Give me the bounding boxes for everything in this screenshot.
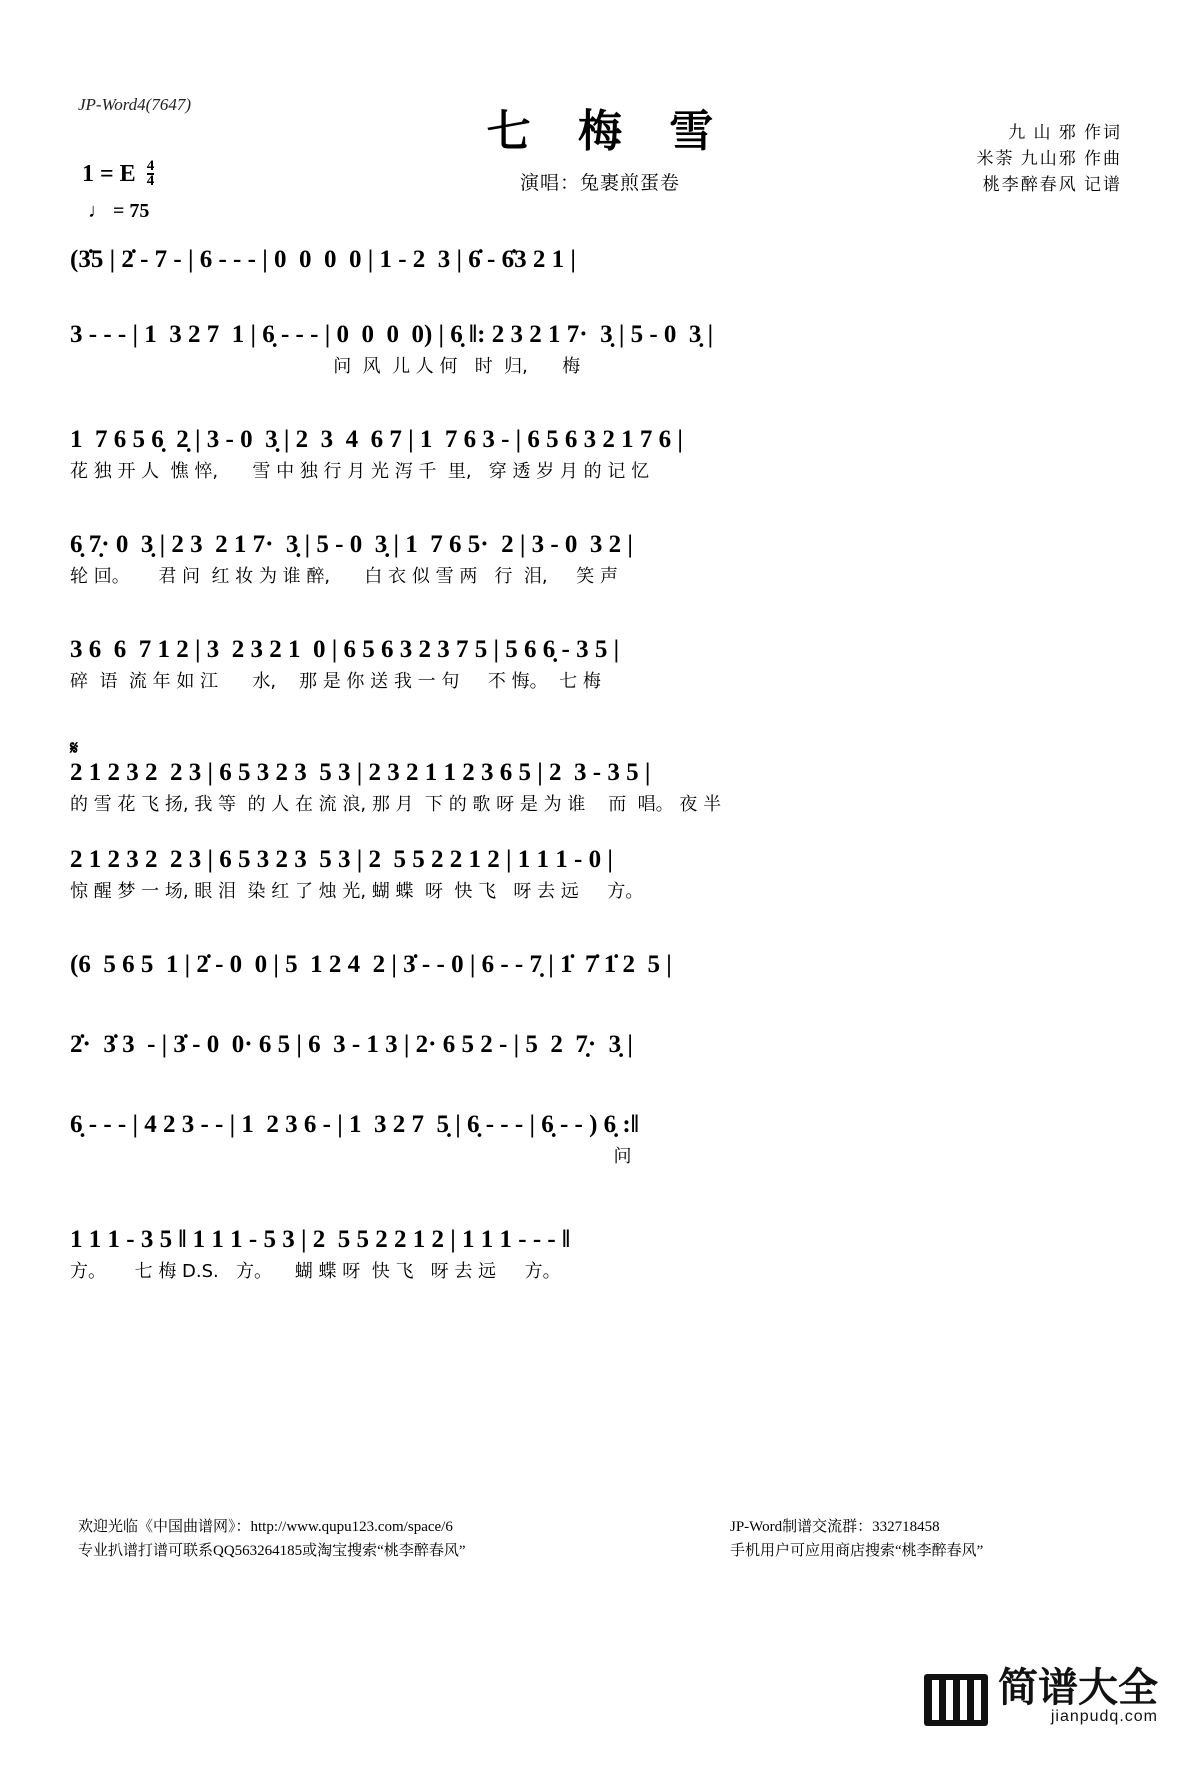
brand-logo (924, 1665, 1158, 1726)
credit-composer: 米荼 九山邪 作曲 (976, 149, 1122, 168)
lyric-line: 花 独 开 人 憔 悴, 雪 中 独 行 月 光 泻 千 里, 穿 透 岁 月 的 记 忆 (70, 461, 650, 482)
notation-line: (6 5 6 5 1 | 2̇ - 0 0 | 5 1 2 4 2 | 3̇ - - 0 | 6 - - 7̣ | 1̇ 7̇ 1̇ 2 5 | (70, 951, 672, 978)
music-system (70, 740, 1130, 818)
footer-right (730, 1515, 983, 1563)
time-signature-denominator: 4 (146, 173, 155, 189)
notation-line: 1 7 6 5 6̣ 2̣ | 3 - 0 3̣ | 2 3 4 6 7 | 1 7 6 3 - | 6 5 6 3 2 1 7 6 | (70, 426, 683, 453)
tempo-marking (88, 200, 149, 223)
notation-line: 1 1 1 - 3 5 ‖ 1 1 1 - 5 3 | 2 5 5 2 2 1 2 | 1 1 1 - - - ‖ (70, 1226, 571, 1253)
time-signature (147, 160, 155, 188)
brand-url: jianpudq.com (1050, 1708, 1158, 1725)
notation-line: 2 1 2 3 2 2 3 | 6 5 3 2 3 5 3 | 2 3 2 1 1 2 3 6 5 | 2 3 - 3 5 | (70, 759, 651, 786)
music-system (70, 845, 1130, 905)
credit-lyricist: 九 山 邪 作词 (1008, 123, 1122, 142)
notation-line: 3 6 6 7 1 2 | 3 2 3 2 1 0 | 6 5 6 3 2 3 7 5 | 5 6 6̣ - 3 5 | (70, 636, 620, 663)
page-title: 七 梅 雪 (486, 106, 730, 157)
footer-contact-line: 专业扒谱打谱可联系QQ563264185或淘宝搜索“桃李醉春风” (78, 1543, 466, 1559)
music-system (70, 635, 1130, 695)
credit-transcriber: 桃李醉春风 记谱 (982, 175, 1122, 194)
document-code: JP-Word4(7647) (78, 95, 191, 114)
music-system (70, 950, 1130, 980)
lyric-line: 惊 醒 梦 一 场, 眼 泪 染 红 了 烛 光, 蝴 蝶 呀 快 飞 呀 去 远 方。 (70, 881, 644, 902)
segno-sign: 𝄋 (70, 738, 79, 759)
credits-block (977, 120, 1123, 198)
notation-line: (3̇5 | 2̇ - 7 - | 6 - - - | 0 0 0 0 | 1 - 2 3 | 6̇ - 6̇3 2 1 | (70, 246, 576, 273)
music-system (70, 320, 1130, 380)
lyric-line: 轮 回。 君 问 红 妆 为 谁 醉, 白 衣 似 雪 两 行 泪, 笑 声 (70, 566, 618, 587)
music-system (70, 1110, 1130, 1170)
notation-line: 3 - - - | 1 3 2 7 1 | 6̣ - - - | 0 0 0 0) | 6̣ ‖: 2 3 2 1 7· 3̣ | 5 - 0 3̣ | (70, 321, 714, 348)
lyric-line: 的 雪 花 飞 扬, 我 等 的 人 在 流 浪, 那 月 下 的 歌 呀 是 为 谁 而 唱。 夜 半 (70, 794, 722, 815)
music-system (70, 1030, 1130, 1060)
time-signature-numerator: 4 (146, 158, 155, 174)
piano-keys-icon (924, 1674, 988, 1726)
key-label: 1 = E (82, 161, 136, 187)
footer-left (78, 1515, 465, 1563)
notation-line: 6̣ 7̣· 0 3̣ | 2 3 2 1 7· 3̣ | 5 - 0 3̣ | 1 7 6 5· 2 | 3 - 0 3 2 | (70, 531, 633, 558)
music-system (70, 245, 1130, 275)
tempo-value: = 75 (113, 200, 150, 222)
footer-site-line[interactable]: 欢迎光临《中国曲谱网》：http://www.qupu123.com/space/6 (78, 1519, 453, 1535)
notation-line: 2̇· 3̇ 3 - | 3̇ - 0 0· 6 5 | 6 3 - 1 3 | 2· 6 5 2 - | 5 2 7̣· 3̣ | (70, 1031, 633, 1058)
notation-line: 2 1 2 3 2 2 3 | 6 5 3 2 3 5 3 | 2 5 5 2 2 1 2 | 1 1 1 - 0 | (70, 846, 613, 873)
footer-group-line: JP-Word制谱交流群：332718458 (730, 1519, 940, 1535)
lyric-line: 方。 七 梅 D.S. 方。 蝴 蝶 呀 快 飞 呀 去 远 方。 (70, 1261, 561, 1282)
lyric-line: 问 风 儿 人 何 时 归, 梅 (70, 356, 581, 377)
singer-line: 演唱：兔裹煎蛋卷 (519, 173, 680, 194)
brand-name: 简谱大全 (998, 1665, 1158, 1711)
lyric-line: 碎 语 流 年 如 江 水, 那 是 你 送 我 一 句 不 悔。 七 梅 (70, 671, 601, 692)
key-signature (82, 160, 154, 188)
music-system (70, 1225, 1130, 1285)
notation-line: 6̣ - - - | 4 2 3 - - | 1 2 3 6 - | 1 3 2 7 5̣ | 6̣ - - - | 6̣ - - ) 6̣ :‖ (70, 1111, 639, 1138)
music-system (70, 530, 1130, 590)
music-system (70, 425, 1130, 485)
footer-app-line: 手机用户可应用商店搜索“桃李醉春风” (730, 1543, 984, 1559)
tempo-note-icon: ♩ (88, 200, 108, 222)
lyric-line: 问 (70, 1146, 632, 1167)
